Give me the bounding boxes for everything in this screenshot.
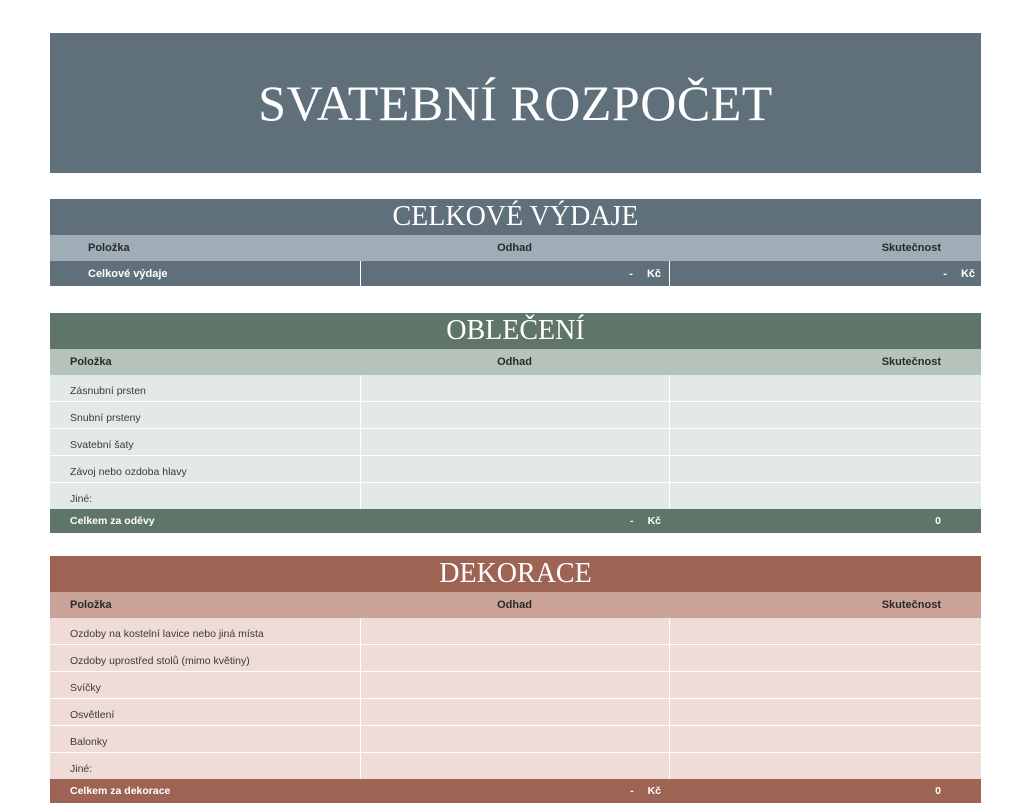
- table-row: [50, 456, 981, 483]
- section-total-expenses: [50, 199, 981, 286]
- actual-cell[interactable]: [669, 456, 981, 482]
- table-row: [50, 672, 981, 699]
- item-label: Snubní prsteny: [70, 412, 141, 424]
- item-label: Jiné:: [70, 493, 93, 505]
- estimate-cell[interactable]: [360, 645, 669, 671]
- actual-cell[interactable]: [669, 402, 981, 428]
- estimate-cell[interactable]: [360, 672, 669, 698]
- page-title: SVATEBNÍ ROZPOČET: [50, 33, 981, 173]
- table-row: [50, 699, 981, 726]
- estimate-cell[interactable]: [360, 618, 669, 644]
- actual-cell[interactable]: [669, 483, 981, 509]
- summary-label: Celkové výdaje: [88, 267, 168, 280]
- total-actual: 0: [935, 785, 941, 797]
- estimate-cell[interactable]: [360, 375, 669, 401]
- total-row: [50, 779, 981, 803]
- header-item: Položka: [88, 242, 130, 254]
- table-row: [50, 402, 981, 429]
- header-actual: Skutečnost: [881, 242, 941, 254]
- currency-label: Kč: [647, 785, 661, 797]
- currency-label: Kč: [646, 267, 661, 280]
- item-label: Jiné:: [70, 763, 93, 775]
- items-body: [50, 375, 981, 509]
- item-label: Zásnubní prsten: [70, 385, 146, 397]
- header-row: [50, 235, 981, 261]
- total-estimate-cell: [360, 509, 669, 533]
- table-row: [50, 375, 981, 402]
- header-row: [50, 592, 981, 618]
- header-row: [50, 349, 981, 375]
- header-estimate: Odhad: [497, 599, 532, 611]
- item-label: Osvětlení: [70, 709, 115, 721]
- table-row: [50, 645, 981, 672]
- item-label: Svíčky: [70, 682, 101, 694]
- header-estimate: Odhad: [497, 356, 532, 368]
- summary-estimate-cell[interactable]: [360, 261, 669, 286]
- section-title: DEKORACE: [50, 556, 981, 592]
- estimate-cell[interactable]: [360, 429, 669, 455]
- estimate-cell[interactable]: [360, 456, 669, 482]
- actual-cell[interactable]: [669, 753, 981, 779]
- total-estimate: -: [630, 515, 634, 527]
- actual-cell[interactable]: [669, 726, 981, 752]
- estimate-cell[interactable]: [360, 726, 669, 752]
- item-label: Balonky: [70, 736, 108, 748]
- header-actual: Skutečnost: [881, 599, 941, 611]
- section-decorations: [50, 556, 981, 803]
- actual-cell[interactable]: [669, 672, 981, 698]
- total-label: Celkem za oděvy: [70, 515, 155, 527]
- currency-label: Kč: [960, 267, 975, 280]
- total-actual: 0: [935, 515, 941, 527]
- actual-cell[interactable]: [669, 699, 981, 725]
- item-label: Závoj nebo ozdoba hlavy: [70, 466, 187, 478]
- item-label: Svatební šaty: [70, 439, 134, 451]
- estimate-cell[interactable]: [360, 699, 669, 725]
- total-label: Celkem za dekorace: [70, 785, 171, 797]
- total-estimate: -: [630, 785, 634, 797]
- header-item: Položka: [70, 599, 112, 611]
- header-item: Položka: [70, 356, 112, 368]
- section-title: CELKOVÉ VÝDAJE: [50, 199, 981, 235]
- summary-estimate: -: [629, 267, 633, 280]
- actual-cell[interactable]: [669, 645, 981, 671]
- section-title: OBLEČENÍ: [50, 313, 981, 349]
- estimate-cell[interactable]: [360, 402, 669, 428]
- currency-label: Kč: [647, 515, 661, 527]
- summary-actual: -: [943, 267, 947, 280]
- table-row: [50, 753, 981, 779]
- summary-row: [50, 261, 981, 286]
- actual-cell[interactable]: [669, 375, 981, 401]
- table-row: [50, 726, 981, 753]
- total-row: [50, 509, 981, 533]
- actual-cell[interactable]: [669, 618, 981, 644]
- section-clothing: [50, 313, 981, 533]
- actual-cell[interactable]: [669, 429, 981, 455]
- total-estimate-cell: [360, 779, 669, 803]
- items-body: [50, 618, 981, 779]
- item-label: Ozdoby uprostřed stolů (mimo květiny): [70, 655, 250, 667]
- estimate-cell[interactable]: [360, 483, 669, 509]
- table-row: [50, 618, 981, 645]
- table-row: [50, 483, 981, 509]
- header-actual: Skutečnost: [881, 356, 941, 368]
- table-row: [50, 429, 981, 456]
- estimate-cell[interactable]: [360, 753, 669, 779]
- item-label: Ozdoby na kostelní lavice nebo jiná místa: [70, 628, 264, 640]
- summary-actual-cell[interactable]: [669, 261, 981, 286]
- header-estimate: Odhad: [497, 242, 532, 254]
